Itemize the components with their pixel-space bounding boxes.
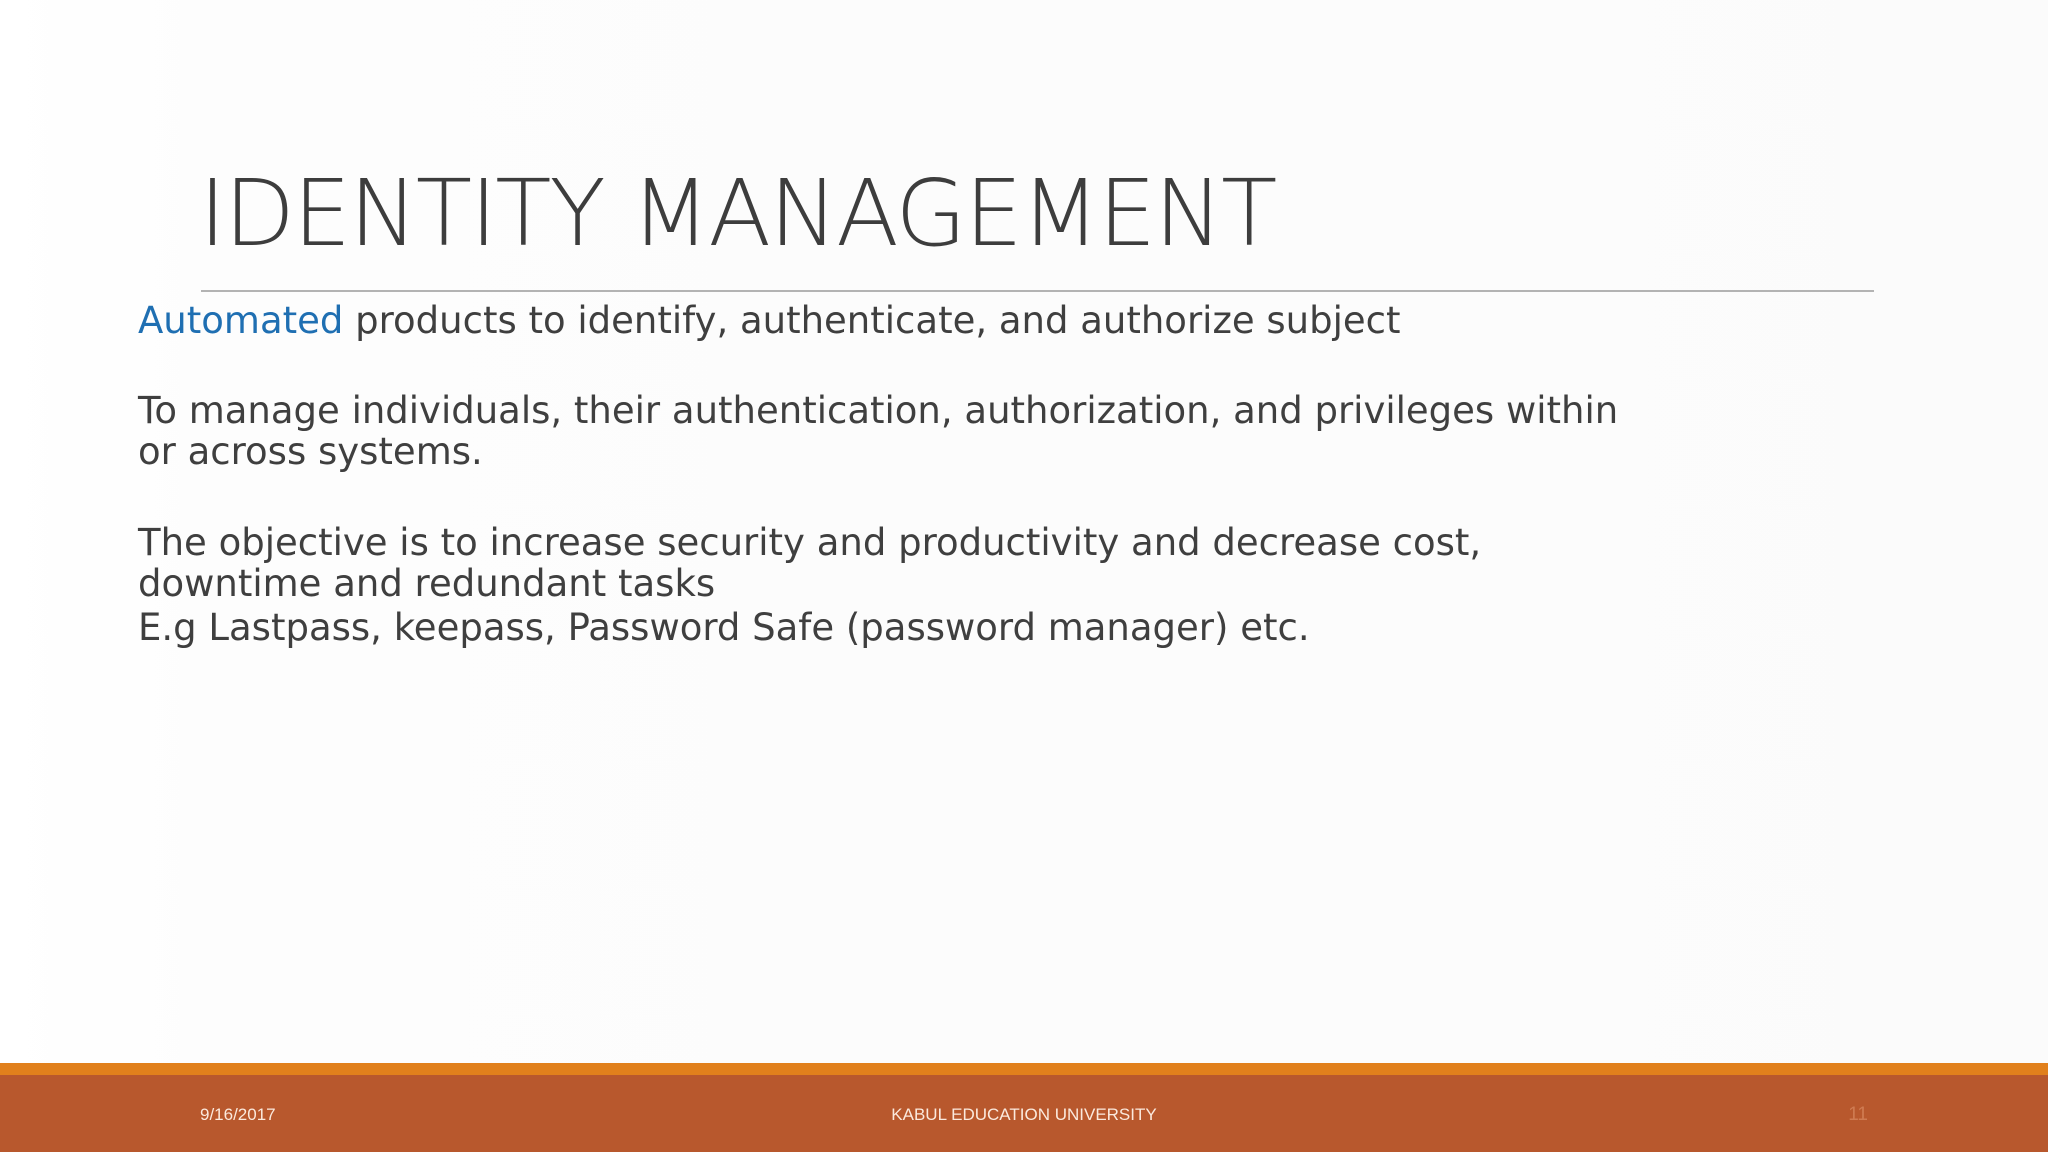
- footer-accent-stripe: [0, 1063, 2048, 1075]
- highlighted-word: Automated: [138, 299, 344, 342]
- footer-bar: [0, 1075, 2048, 1152]
- paragraph-2-line-1: To manage individuals, their authentication, authorization, and privileges within: [138, 389, 1619, 432]
- body-paragraph-4: E.g Lastpass, keepass, Password Safe (password manager) etc.: [138, 606, 1310, 649]
- paragraph-2-line-2: or across systems.: [138, 430, 483, 473]
- footer-date: 9/16/2017: [200, 1105, 276, 1124]
- body-paragraph-3: [138, 522, 1638, 604]
- body-paragraph-1: [138, 300, 1638, 341]
- paragraph-3-line-1: The objective is to increase security and productivity and decrease cost,: [138, 521, 1482, 564]
- body-paragraph-2: [138, 390, 1638, 472]
- paragraph-1-text: products to identify, authenticate, and authorize subject: [343, 299, 1401, 342]
- slide-number: 11: [1848, 1104, 1868, 1125]
- footer-organization: KABUL EDUCATION UNIVERSITY: [891, 1105, 1157, 1124]
- paragraph-3-line-2: downtime and redundant tasks: [138, 562, 716, 605]
- slide-body: [138, 292, 1638, 648]
- slide-title: IDENTITY MANAGEMENT: [199, 160, 1276, 267]
